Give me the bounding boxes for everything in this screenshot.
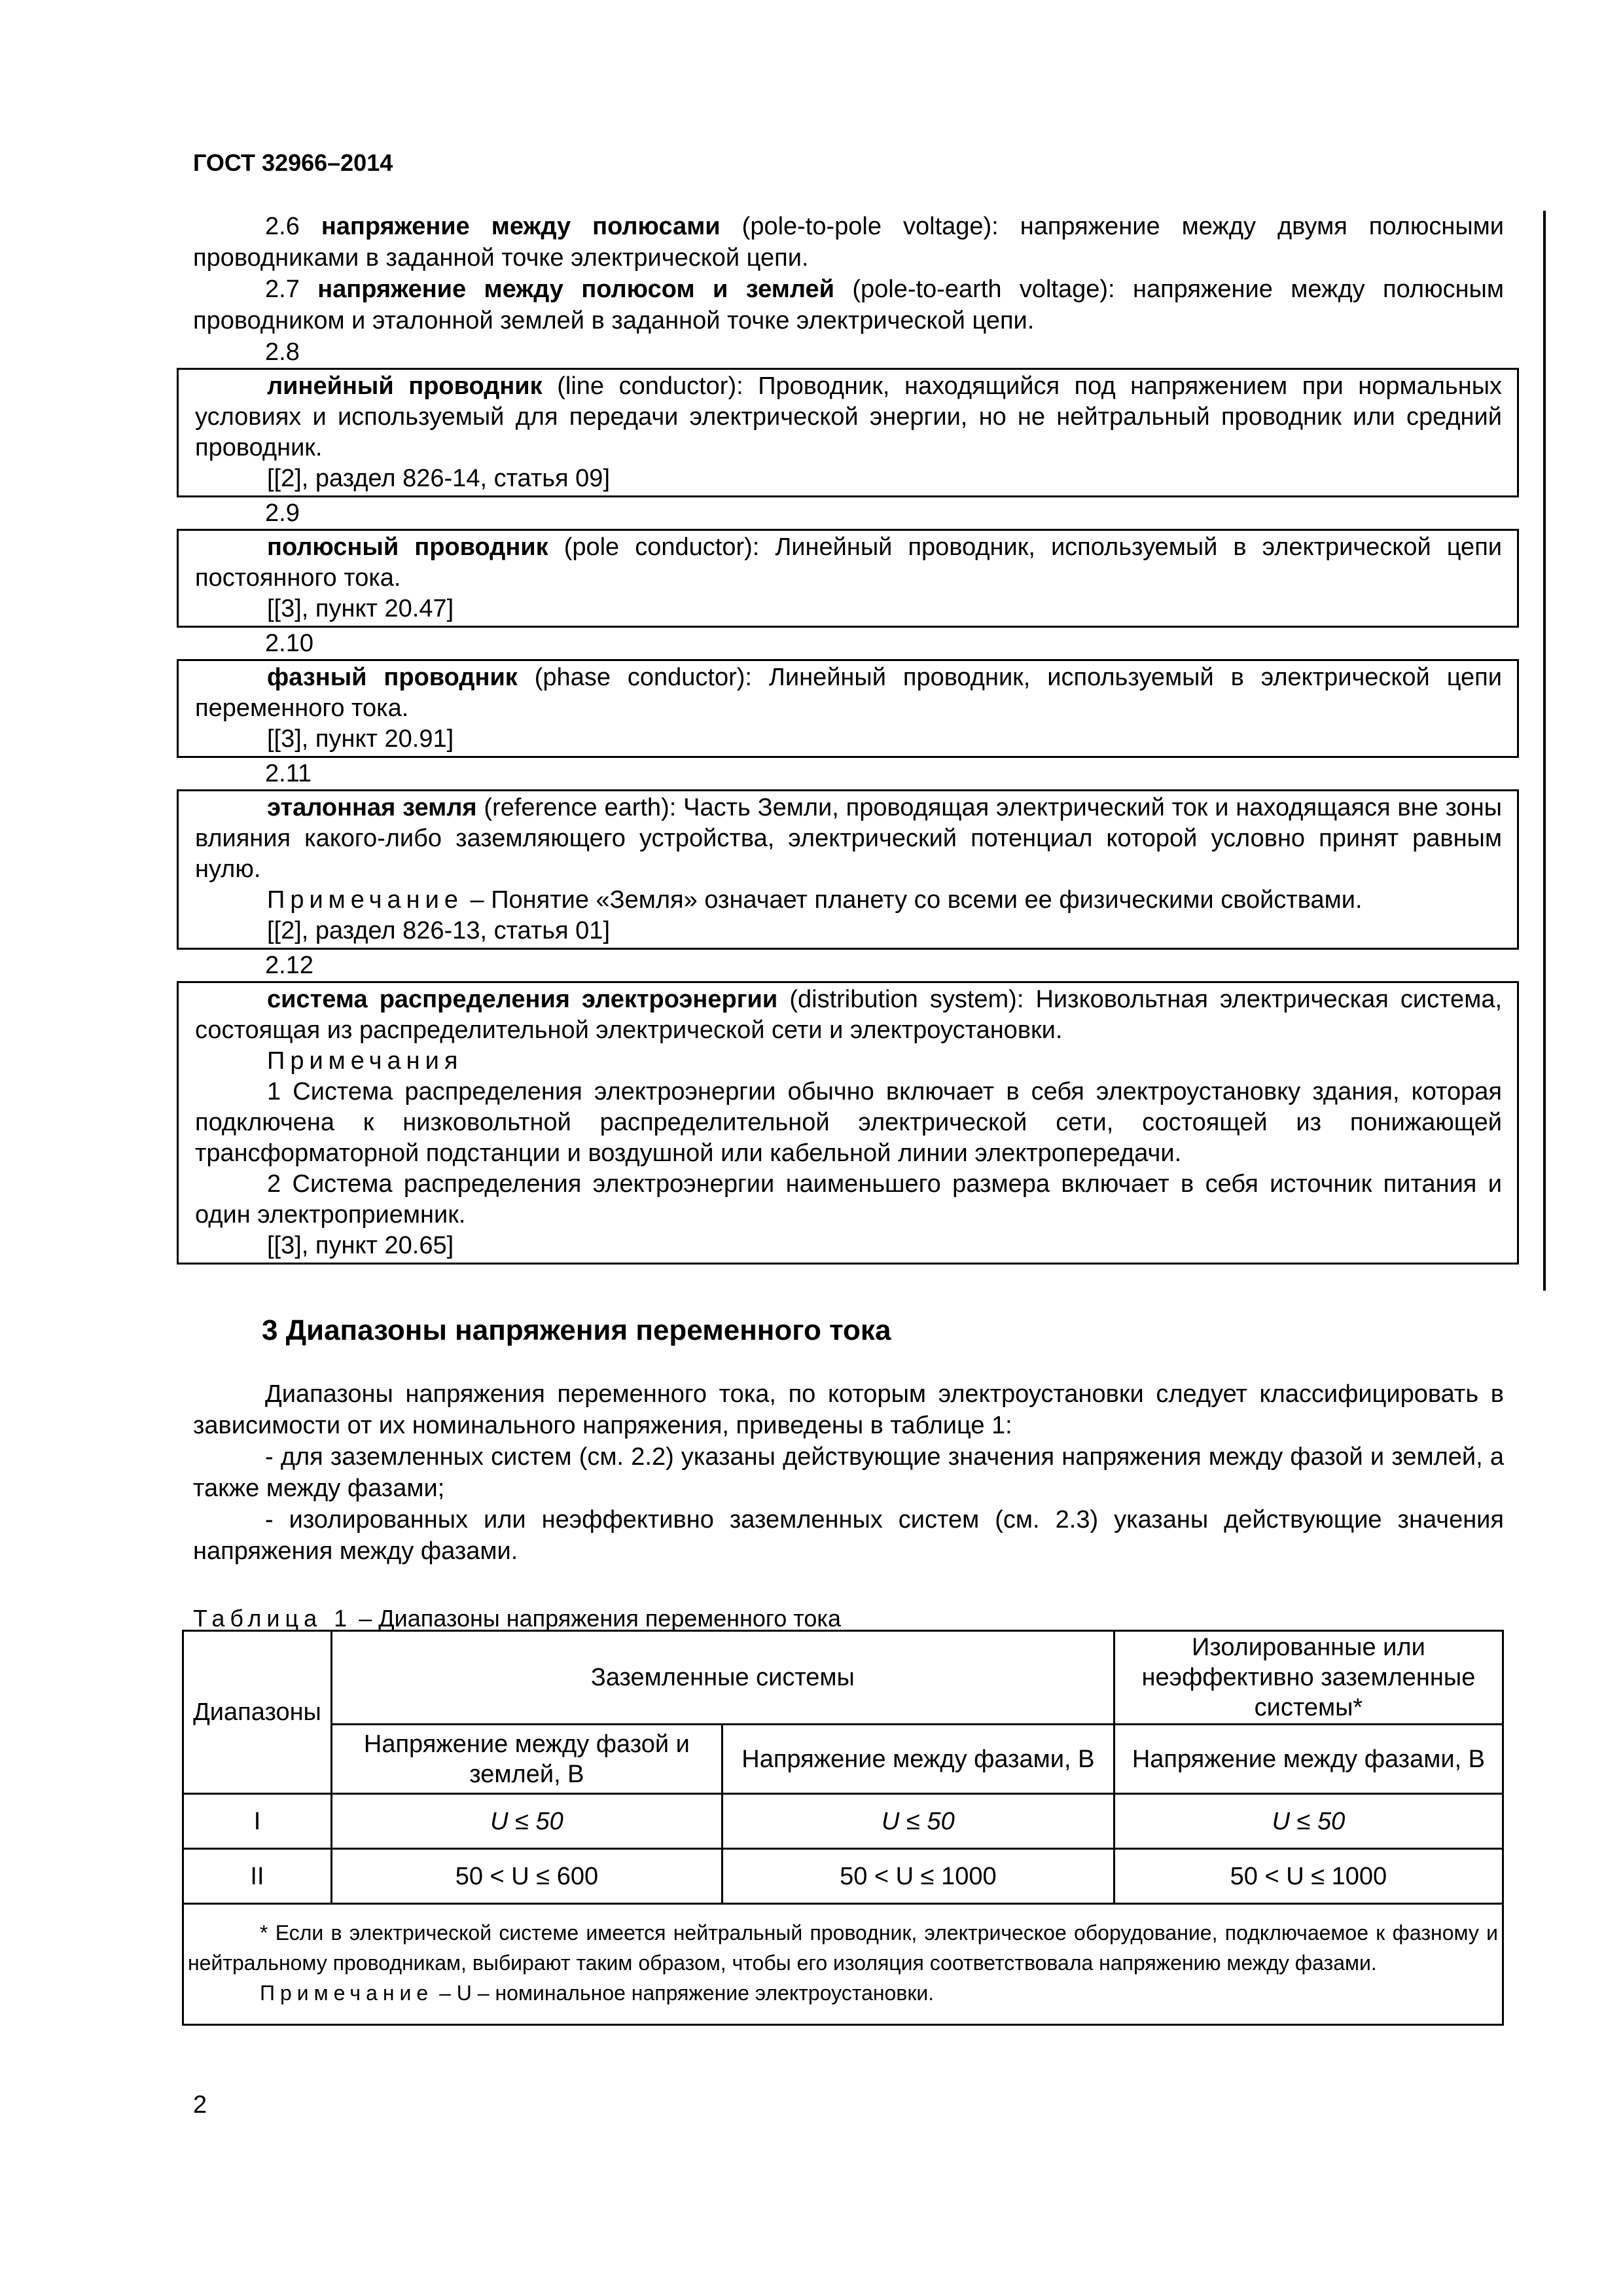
term: линейный проводник [267, 372, 543, 400]
clause-number: 2.11 [265, 760, 312, 787]
header-grounded: Заземленные системы [331, 1631, 1114, 1725]
table-row: I U ≤ 50 U ≤ 50 U ≤ 50 [183, 1794, 1503, 1849]
reference: [[2], раздел 826-13, статья 01] [267, 917, 611, 944]
section-heading: 3 Диапазоны напряжения переменного тока [262, 1314, 891, 1346]
reference: [[3], пункт 20.47] [267, 595, 454, 622]
term: напряжение между полюсом и землей [317, 276, 834, 303]
voltage-ranges-table [182, 1630, 1504, 2026]
header-phase-earth: Напряжение между фазой и землей, В [331, 1725, 722, 1794]
clause-number: 2.12 [265, 952, 313, 979]
note: Примечание – Понятие «Земля» означает планету со всеми ее физическими свойствами. [267, 886, 1363, 914]
table-row: II 50 < U ≤ 600 50 < U ≤ 1000 50 < U ≤ 1000 [183, 1849, 1503, 1904]
document-header: ГОСТ 32966–2014 [193, 149, 393, 176]
definition-2-6: 2.6 напряжение между полюсами (pole-to-pole voltage): напряжение между двумя полюсными проводниками в заданной точке электрической цепи. [193, 213, 1504, 272]
reference: [[3], пункт 20.91] [267, 725, 454, 753]
term: напряжение между полюсами [321, 213, 721, 240]
list-item: - изолированных или неэффективно заземленных систем (см. 2.3) указаны действующие значения напряжения между фазами. [193, 1506, 1504, 1565]
definitions-block [193, 211, 1504, 1265]
term: фазный проводник [267, 664, 518, 691]
section-3-body [193, 1378, 1504, 1567]
table-footnote: * Если в электрической системе имеется нейтральный проводник, электрическое оборудование, подключаемое к фазному и нейтральному проводникам, выбирают таким образом, чтобы его изоляция соответствовала напряжению между фазами. Примечание – U – номинальное напряжение электроустановки. [183, 1904, 1503, 2025]
note-1: 1 Система распределения электроэнергии обычно включает в себя электроустановку здания, которая подключена к низковольтной распределительной электрической сети, состоящей из понижающей трансформаторной подстанции и воздушной или кабельной линии электропередачи. [195, 1078, 1502, 1167]
term: эталонная земля [267, 794, 477, 821]
notes-label: Примечания [267, 1047, 463, 1075]
header-ranges: Диапазоны [183, 1631, 332, 1794]
clause-number: 2.8 [265, 338, 300, 366]
definition-box-2-11: эталонная земля (reference earth): Часть Земли, проводящая электрический ток и находящаяся вне зоны влияния какого-либо заземляющего устройства, электрический потенциал которой условно принят равным нулю. Примечание – Понятие «Земля» означает планету со всеми ее физическими свойствами. [[2], раздел 826-13, статья 01] [177, 789, 1519, 950]
note-2: 2 Система распределения электроэнергии наименьшего размера включает в себя источник питания и один электроприемник. [195, 1170, 1502, 1229]
reference: [[2], раздел 826-14, статья 09] [267, 465, 611, 492]
definition-box-2-10: фазный проводник (phase conductor): Линейный проводник, используемый в электрической цепи переменного тока. [[3], пункт 20.91] [177, 659, 1519, 758]
term: полюсный проводник [267, 533, 548, 561]
list-item: - для заземленных систем (см. 2.2) указаны действующие значения напряжения между фазой и землей, а также между фазами; [193, 1443, 1504, 1502]
reference: [[3], пункт 20.65] [267, 1232, 454, 1259]
clause-number: 2.9 [265, 499, 300, 527]
term: система распределения электроэнергии [267, 986, 778, 1013]
definition-box-2-12: система распределения электроэнергии (distribution system): Низковольтная электрическая система, состоящая из распределительной электрической сети и электроустановки. Примечания 1 Система распределения электроэнергии обычно включает в себя электроустановку здания, которая подключена к низковольтной распределительной электрической сети, состоящей из понижающей трансформаторной подстанции и воздушной или кабельной линии электропередачи. 2 Система распределения электроэнергии наименьшего размера включает в себя источник питания и один электроприемник. [[3], пункт 20.65] [177, 981, 1519, 1265]
definition-box-2-9: полюсный проводник (pole conductor): Линейный проводник, используемый в электрической цепи постоянного тока. [[3], пункт 20.47] [177, 529, 1519, 628]
clause-number: 2.10 [265, 630, 313, 657]
definition-box-2-8: линейный проводник (line conductor): Проводник, находящийся под напряжением при нормальных условиях и используемый для передачи электрической энергии, но не нейтральный проводник или средний проводник. [[2], раздел 826-14, статья 09] [177, 368, 1519, 497]
table-caption: Таблица 1 – Диапазоны напряжения переменного тока [193, 1605, 841, 1632]
page-number: 2 [193, 2091, 207, 2119]
header-isolated: Изолированные или неэффективно заземленные системы* [1114, 1631, 1503, 1725]
header-phase-phase-isolated: Напряжение между фазами, В [1114, 1725, 1503, 1794]
change-bar [1543, 211, 1546, 1291]
header-phase-phase: Напряжение между фазами, В [722, 1725, 1114, 1794]
definition-2-7: 2.7 напряжение между полюсом и землей (pole-to-earth voltage): напряжение между полюсным проводником и эталонной землей в заданной точке электрической цепи. [193, 276, 1504, 334]
paragraph: Диапазоны напряжения переменного тока, по которым электроустановки следует классифицировать в зависимости от их номинального напряжения, приведены в таблице 1: [193, 1380, 1504, 1439]
